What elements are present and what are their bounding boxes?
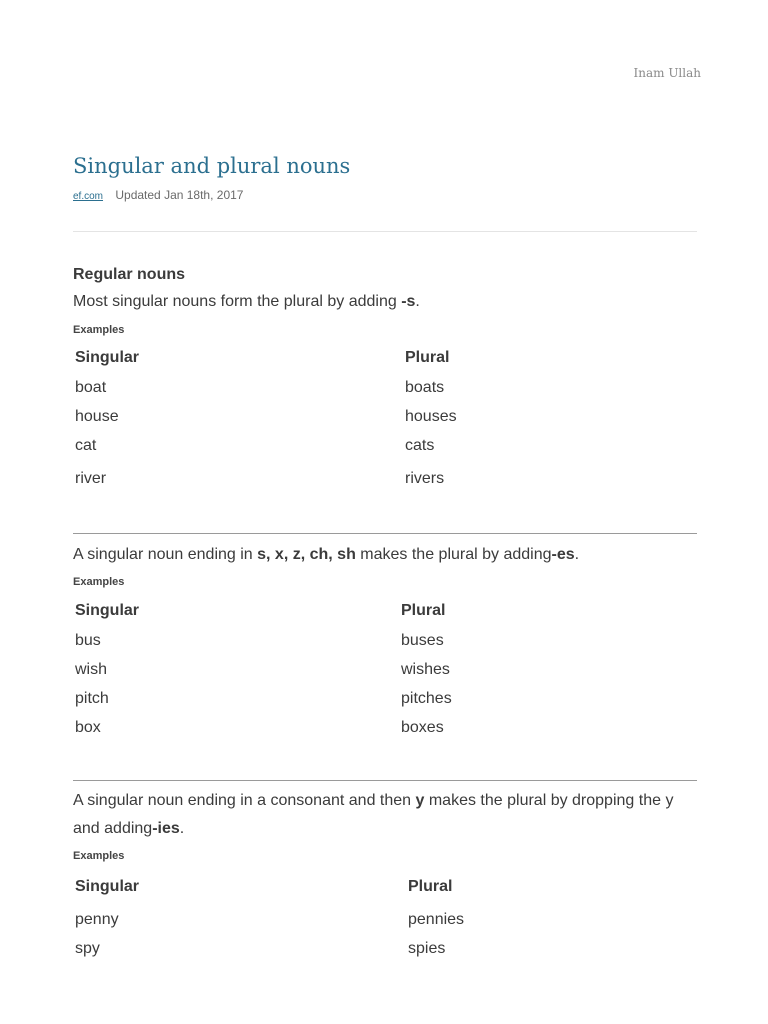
examples-label: Examples (73, 324, 125, 336)
table-cell-plural: boats (405, 379, 445, 396)
table-cell-singular: wish (75, 661, 108, 678)
table-cell-singular: boat (75, 379, 107, 396)
author-name: Inam Ullah (633, 66, 701, 80)
table-cell-singular: bus (75, 632, 101, 649)
source-link[interactable]: ef.com (73, 191, 104, 202)
table-cell-plural: buses (401, 632, 444, 649)
table-cell-plural: pennies (408, 911, 465, 928)
singular-column (75, 878, 139, 963)
table-cell-singular: pitch (75, 690, 109, 707)
table-cell-plural: boxes (401, 719, 444, 736)
examples-label: Examples (73, 576, 125, 588)
column-header-singular: Singular (75, 878, 140, 895)
clipped-row-fragment (75, 970, 105, 974)
table-cell-plural: rivers (405, 470, 445, 487)
table-cell-singular: penny (75, 911, 119, 928)
rule-text-es: A singular noun ending in s, x, z, ch, sh makes the plural by adding-es. (73, 546, 580, 563)
table-cell-plural: pitches (401, 690, 452, 707)
updated-date: Updated Jan 18th, 2017 (115, 188, 244, 202)
table-cell-plural: houses (405, 408, 457, 425)
table-cell-singular: box (75, 719, 101, 736)
table-cell-plural: wishes (401, 661, 450, 678)
plural-column (401, 602, 452, 742)
table-cell-plural: cats (405, 437, 435, 454)
plural-column (408, 878, 464, 963)
page-title: Singular and plural nouns (73, 154, 351, 178)
column-header-plural: Plural (401, 602, 446, 619)
section-divider (73, 533, 697, 534)
table-cell-singular: river (75, 470, 107, 487)
column-header-plural: Plural (405, 349, 450, 366)
examples-label: Examples (73, 850, 125, 862)
section-heading-regular-nouns: Regular nouns (73, 266, 186, 283)
column-header-plural: Plural (408, 878, 453, 895)
title-divider (73, 231, 697, 232)
table-cell-singular: house (75, 408, 119, 425)
plural-column (405, 349, 457, 493)
singular-column (75, 349, 139, 493)
clipped-row-fragment (408, 970, 448, 974)
table-cell-singular: cat (75, 437, 97, 454)
column-header-singular: Singular (75, 349, 140, 366)
rule-text-regular: Most singular nouns form the plural by adding -s. (73, 293, 420, 310)
article-meta (73, 188, 243, 202)
table-cell-singular: spy (75, 940, 100, 957)
singular-column (75, 602, 139, 742)
section-divider (73, 780, 697, 781)
table-cell-plural: spies (408, 940, 446, 957)
rule-text-ies: A singular noun ending in a consonant and then y makes the plural by dropping the y and adding-ies. (73, 792, 674, 837)
column-header-singular: Singular (75, 602, 140, 619)
